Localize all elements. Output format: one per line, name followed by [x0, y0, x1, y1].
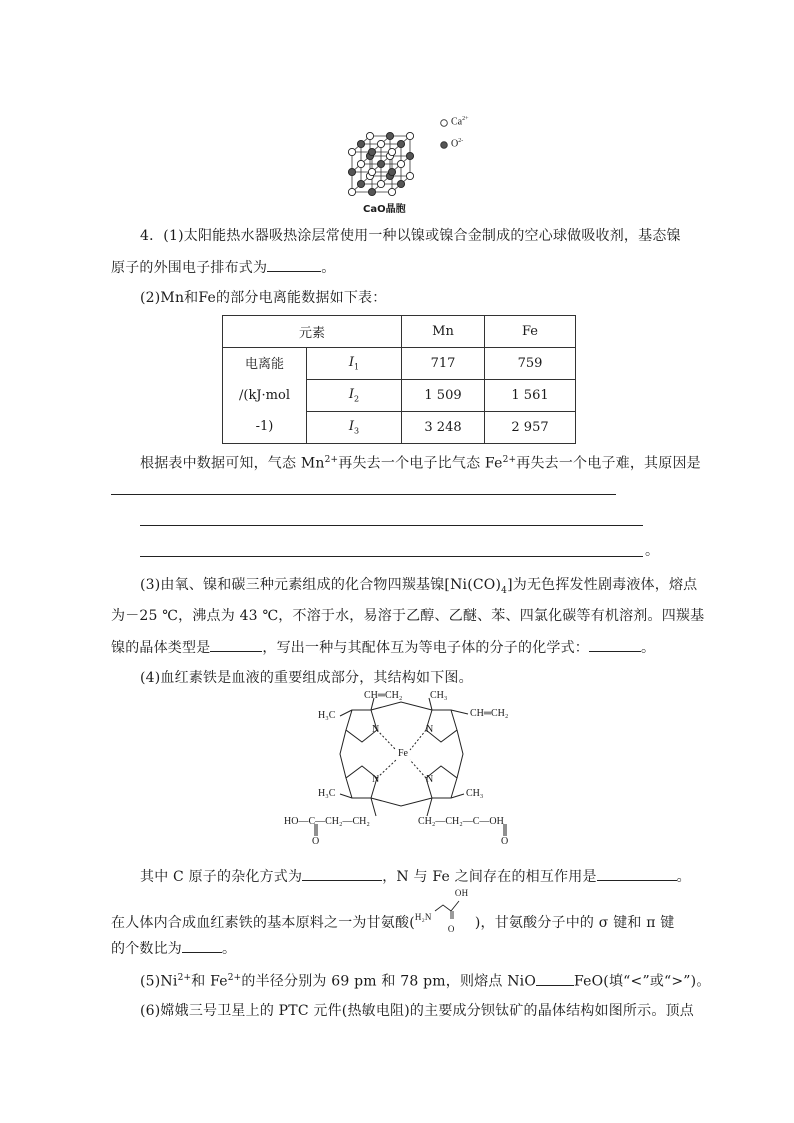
- glycine-line2: 的个数比为 。: [111, 938, 236, 959]
- answer-blank-hybridization[interactable]: [302, 866, 382, 881]
- ca-ion: [348, 188, 355, 195]
- q4-part1-text: 原子的外围电子排布式为: [111, 260, 268, 276]
- n-atom: N: [372, 724, 380, 735]
- o-ion: [386, 132, 393, 139]
- glycine-structure: [414, 888, 475, 934]
- label-line-3: -1): [255, 419, 274, 434]
- methyl-left-bottom: H₃C: [318, 788, 336, 799]
- n-atom: N: [426, 724, 434, 735]
- answer-line-end: 。: [645, 543, 660, 559]
- q4-part1-end: 。: [321, 260, 336, 276]
- ca-ion: [406, 132, 413, 139]
- q4-part3-line3: 镍的晶体类型是 ，写出一种与其配体互为等电子体的分子的化学式： 。: [111, 637, 655, 658]
- o-ion: [368, 148, 375, 155]
- q4-part5: $(5)Ni^{2+}$和 $Fe^{2+}$的半径分别为 69 pm 和 78 pm，则熔点 NiO FeO(填“<”或“>”)。: [140, 968, 711, 992]
- table-header-row: [223, 316, 576, 348]
- propionic-chain-left: HO—C—CH₂—CH₂: [284, 816, 370, 827]
- methyl-left-top: H₃C: [318, 710, 336, 721]
- o-ion: [348, 168, 355, 175]
- o-ion: [357, 140, 364, 147]
- ca-ion: [377, 140, 384, 147]
- o-ion: [377, 160, 384, 167]
- cell-mn: 1 509: [402, 380, 485, 412]
- o-ion: [397, 180, 404, 187]
- o-ion: [397, 140, 404, 147]
- propionic-chain-right: CH₂—CH₂—C—OH: [418, 816, 504, 827]
- o-legend-dot: [441, 142, 448, 149]
- n-atom: N: [426, 774, 434, 785]
- cao-crystal-figure: [340, 96, 490, 216]
- vinyl-right: CH═CH₂: [470, 708, 509, 719]
- label-line-2: /(kJ·mol: [239, 388, 290, 403]
- q4-part2-question: 根据表中数据可知，气态 $Mn^{2+}$再失去一个电子比气态 $Fe^{2+}$再失去一个电子难，其原因是: [140, 455, 701, 472]
- ca-ion: [388, 148, 395, 155]
- q4-part4-intro: (4)血红素铁是血液的重要组成部分，其结构如下图。: [140, 670, 473, 686]
- cell-mn: 3 248: [402, 412, 485, 444]
- carbonyl-o-left: O: [312, 836, 320, 847]
- table-row: [223, 348, 576, 380]
- row-symbol: $I_3$: [307, 412, 402, 444]
- ca-ion: [368, 168, 375, 175]
- ca-ion: [397, 160, 404, 167]
- heme-structure-figure: [280, 690, 550, 852]
- answer-blank-crystal-type[interactable]: [210, 637, 262, 652]
- answer-line-3[interactable]: [140, 556, 643, 557]
- answer-blank-melting-point[interactable]: [536, 971, 574, 986]
- ca-legend-charge: 2+: [462, 116, 469, 122]
- glycine-line1: 在人体内合成血红素铁的基本原料之一为甘氨酸( OH H₂N O )，甘氨酸分子中的 σ 键和 π 键: [111, 913, 675, 933]
- ca-ion: [366, 132, 373, 139]
- row-symbol: $I_2$: [307, 380, 402, 412]
- o-ion: [388, 168, 395, 175]
- ca-ion: [377, 180, 384, 187]
- answer-blank-bond-ratio[interactable]: [182, 938, 222, 953]
- ca-legend-ion: Ca: [451, 116, 463, 128]
- glycine-h2n: H₂N: [414, 912, 432, 922]
- q4-part4-question: 其中 C 原子的杂化方式为 ，N 与 Fe 之间存在的相互作用是 。: [140, 866, 691, 887]
- crystal-caption: CaO晶胞: [363, 204, 406, 215]
- ionization-energy-label: [223, 348, 307, 444]
- ca-ion: [406, 172, 413, 179]
- methyl-top-right: CH₃: [430, 690, 448, 701]
- answer-line-1[interactable]: [111, 494, 616, 495]
- ionization-energy-table: [222, 315, 576, 444]
- answer-line-2[interactable]: [140, 525, 643, 526]
- q4-part1-line1: 4．(1)太阳能热水器吸热涂层常使用一种以镍或镍合金制成的空心球做吸收剂，基态镍: [140, 228, 681, 244]
- q4-part2-intro: (2)Mn和Fe的部分电离能数据如下表：: [140, 290, 387, 306]
- q4-part6: (6)嫦娥三号卫星上的 PTC 元件(热敏电阻)的主要成分钡钛矿的晶体结构如图所示。顶点: [140, 1003, 694, 1019]
- header-fe: Fe: [485, 316, 576, 348]
- vinyl-left: CH═CH₂: [364, 690, 403, 701]
- answer-blank-isoelectronic[interactable]: [589, 637, 641, 652]
- cell-fe: 1 561: [485, 380, 576, 412]
- carbonyl-o-right: O: [501, 836, 509, 847]
- o-ion: [368, 188, 375, 195]
- fe-atom: Fe: [398, 748, 408, 759]
- cao-lattice-diagram: [340, 96, 490, 200]
- o-ion: [406, 152, 413, 159]
- row-symbol: $I_1$: [307, 348, 402, 380]
- q4-part3-line2: 为－25 ℃，沸点为 43 ℃，不溶于水，易溶于乙醇、乙醚、苯、四氯化碳等有机溶剂。四羰基: [111, 608, 705, 624]
- cell-fe: 759: [485, 348, 576, 380]
- answer-blank-interaction[interactable]: [597, 866, 677, 881]
- q4-part3-line1: (3)由氧、镍和碳三种元素组成的化合物四羰基镍$[Ni(CO)_4]$为无色挥发性剧毒液体，熔点: [140, 577, 698, 596]
- methyl-right-bottom: CH₃: [466, 788, 484, 799]
- header-mn: Mn: [402, 316, 485, 348]
- glycine-o: O: [447, 924, 455, 934]
- o-legend-ion: O: [451, 138, 459, 150]
- o-legend-charge: 2-: [458, 138, 464, 144]
- cell-mn: 717: [402, 348, 485, 380]
- ca-ion: [348, 148, 355, 155]
- label-line-1: 电离能: [244, 357, 284, 372]
- ca-ion: [357, 160, 364, 167]
- glycine-oh: OH: [454, 888, 469, 898]
- cell-fe: 2 957: [485, 412, 576, 444]
- q4-part1-line2: [111, 257, 335, 278]
- answer-blank-electron-config[interactable]: [267, 257, 321, 272]
- header-element: 元素: [223, 316, 402, 348]
- o-ion: [357, 180, 364, 187]
- n-atom: N: [372, 774, 380, 785]
- ca-ion: [388, 188, 395, 195]
- ca-legend-dot: [441, 120, 448, 127]
